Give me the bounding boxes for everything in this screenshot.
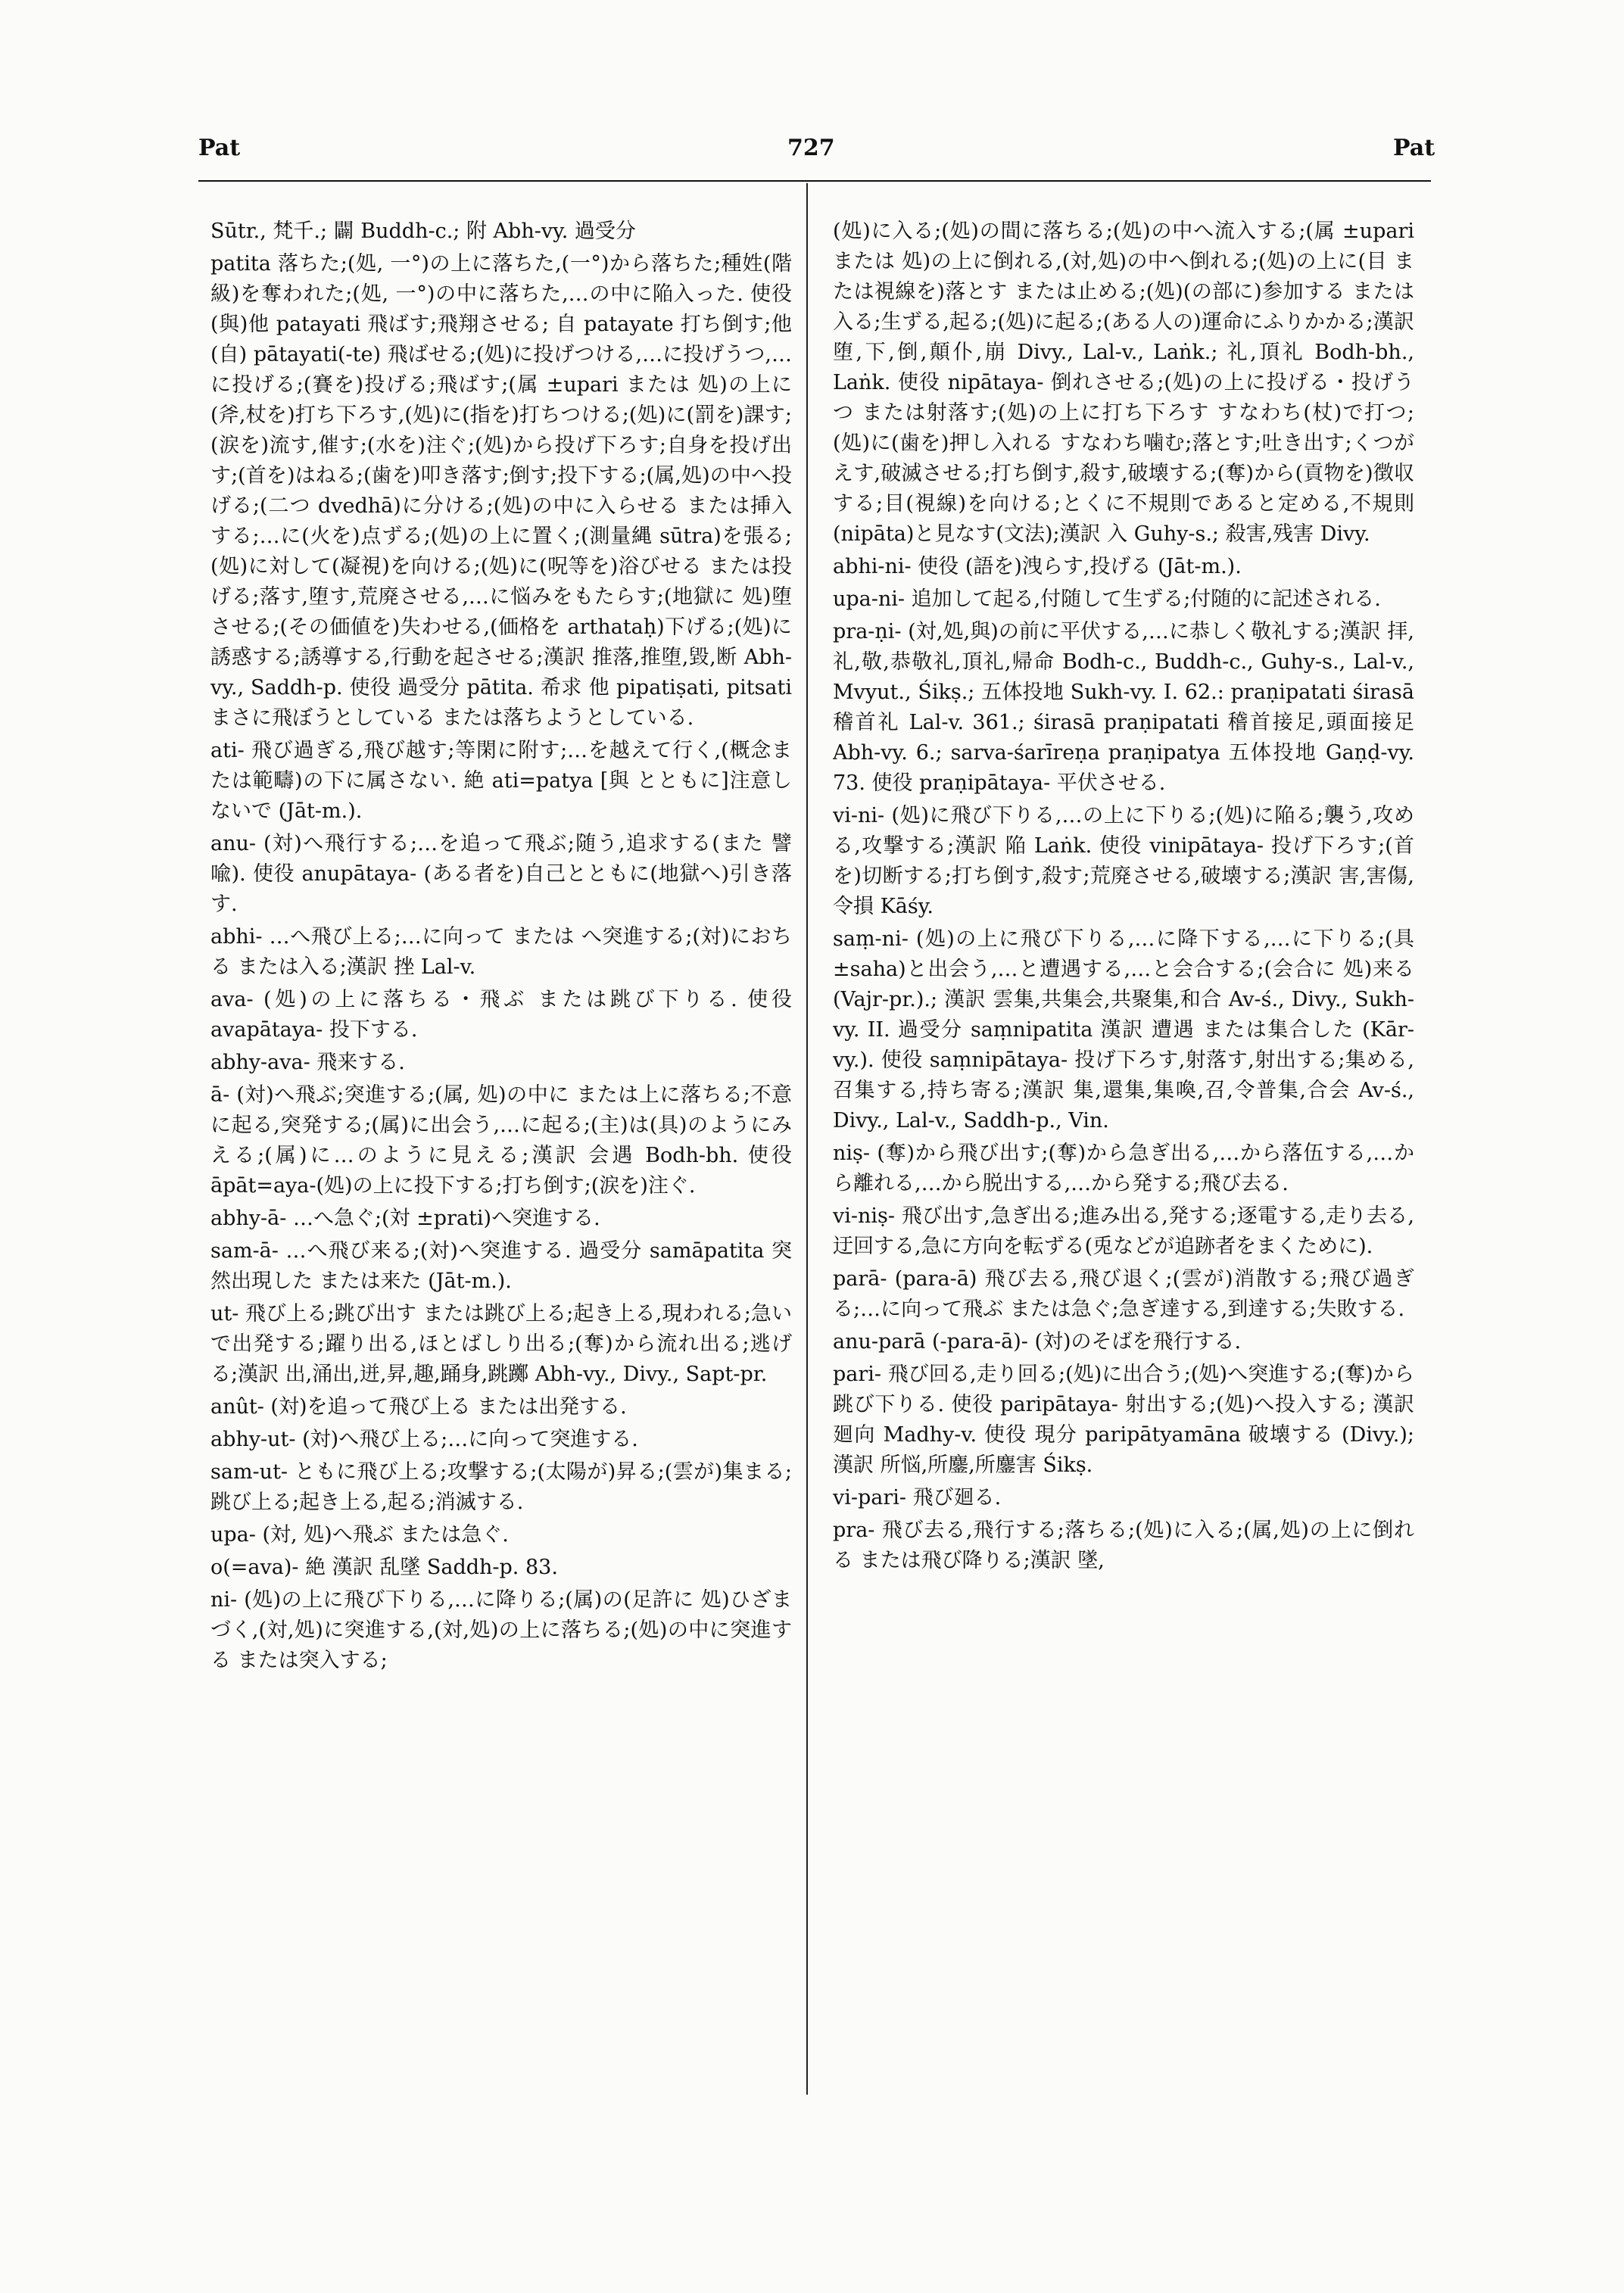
page-number: 727 <box>787 135 835 161</box>
dictionary-entry: upa- (対, 処)へ飛ぶ または急ぐ. <box>210 1523 509 1547</box>
dictionary-entry: abhi-ni- 使役 (語を)洩らす,投げる (Jāt-m.). <box>833 555 1242 578</box>
dictionary-entry: ati- 飛び過ぎる,飛び越す;等閑に附す;…を越えて行く,(概念または範疇)の下に属さない. 絶 ati=patya [與 とともに]注意しないで (Jāt-m.). <box>210 739 792 823</box>
dictionary-entry: niṣ- (奪)から飛び出す;(奪)から急ぎ出る,…から落伍する,…から離れる,…から脱出する,…から発する;飛び去る. <box>833 1142 1414 1195</box>
header-left-guideword: Pat <box>198 135 241 161</box>
header-rule <box>198 180 1431 182</box>
dictionary-entry: (処)に入る;(処)の間に落ちる;(処)の中へ流入する;(属 ±upari または 処)の上に倒れる,(対,処)の中へ倒れる;(処)の上に(目 または視線を)落とす または止める;(処)(の部に)参加する または入る;生ずる,起る;(処)に起る;(ある人の)運命にふりかかる;漢訳 堕,下,倒,顛仆,崩 Divy., Lal-v., Laṅk.; 礼,頂礼 Bodh-bh., Laṅk. 使役 nipātaya- 倒れさせる;(処)の上に投げる・投げうつ または射落す;(処)の上に打ち下ろす すなわち(杖)で打つ;(処)に(歯を)押し入れる すなわち噛む;落とす;吐き出す;くつがえす,破滅させる;打ち倒す,殺す,破壊する;(奪)から(貢物を)徴収する;目(視線)を向ける;とくに不規則であると定める,不規則(nipāta)と見なす(文法);漢訳 入 Guhy-s.; 殺害,残害 Divy. <box>833 220 1414 546</box>
dictionary-entry: anu- (対)へ飛行する;…を追って飛ぶ;随う,追求する(また 譬喩). 使役 anupātaya- (ある者を)自己とともに(地獄へ)引き落す. <box>210 832 792 916</box>
dictionary-entry: sam-ā- …へ飛び来る;(対)へ突進する. 過受分 samāpatita 突然出現した または来た (Jāt-m.). <box>210 1239 792 1293</box>
dictionary-entry: parā- (para-ā) 飛び去る,飛び退く;(雲が)消散する;飛び過ぎる;…に向って飛ぶ または急ぐ;急ぎ達する,到達する;失敗する. <box>833 1267 1414 1321</box>
dictionary-entry: abhy-ut- (対)へ飛び上る;…に向って突進する. <box>210 1428 638 1451</box>
dictionary-entry: o(=ava)- 絶 漢訳 乱墜 Saddh-p. 83. <box>210 1556 558 1579</box>
dictionary-entry: vi-pari- 飛び廻る. <box>833 1486 1002 1509</box>
dictionary-entry: abhi- …へ飛び上る;…に向って または へ突進する;(対)におちる または入る;漢訳 挫 Lal-v. <box>210 925 792 979</box>
column-divider <box>806 183 808 2095</box>
dictionary-entry: ut- 飛び上る;跳び出す または跳び上る;起き上る,現われる;急いで出発する;躍り出る,ほとばしり出る;(奪)から流れ出る;逃げる;漢訳 出,涌出,迸,昇,趣,踊身,跳躑 Abh-vy., Divy., Sapt-pr. <box>210 1302 792 1386</box>
dictionary-entry: pari- 飛び回る,走り回る;(処)に出合う;(処)へ突進する;(奪)から跳び下りる. 使役 paripātaya- 射出する;(処)へ投入する; 漢訳 廻向 Madhy-v. 使役 現分 paripātyamāna 破壊する (Divy.); 漢訳 所悩,所鏖,所鏖害 Śikṣ. <box>833 1363 1414 1477</box>
dictionary-entry: ava- (処)の上に落ちる・飛ぶ または跳び下りる. 使役 avapātaya- 投下する. <box>210 988 792 1042</box>
dictionary-entry: sam-ut- ともに飛び上る;攻撃する;(太陽が)昇る;(雲が)集まる;跳び上る;起き上る,起る;消滅する. <box>210 1460 792 1514</box>
dictionary-entry: pra-ṇi- (対,処,與)の前に平伏する,…に恭しく敬礼する;漢訳 拝,礼,敬,恭敬礼,頂礼,帰命 Bodh-c., Buddh-c., Guhy-s., Lal-v., Mvyut., Śikṣ.; 五体投地 Sukh-vy. I. 62.: praṇipatati śirasā 稽首礼 Lal-v. 361.; śirasā praṇipatati 稽首接足,頭面接足 Abh-vy. 6.; sarva-śarīreṇa praṇipatya 五体投地 Gaṇḍ-vy. 73. 使役 praṇipātaya- 平伏させる. <box>833 620 1414 795</box>
dictionary-entry: ā- (対)へ飛ぶ;突進する;(属, 処)の中に または上に落ちる;不意に起る,突発する;(属)に出会う,…に起る;(主)は(具)のようにみえる;(属)に…のように見える;漢訳 会遇 Bodh-bh. 使役 āpāt=aya-(処)の上に投下する;打ち倒す;(涙を)注ぐ. <box>210 1083 792 1198</box>
dictionary-entry: saṃ-ni- (処)の上に飛び下りる,…に降下する,…に下りる;(具 ±saha)と出会う,…と遭遇する,…と会合する;(会合に 処)来る (Vajr-pr.).; 漢訳 雲集,共集会,共聚集,和合 Av-ś., Divy., Sukh-vy. II. 過受分 saṃnipatita 漢訳 遭遇 または集合した (Kār-vy.). 使役 saṃnipātaya- 投げ下ろす,射落す,射出する;集める,召集する,持ち寄る;漢訳 集,還集,集喚,召,令普集,合会 Av-ś., Divy., Lal-v., Saddh-p., Vin. <box>833 927 1414 1132</box>
dictionary-entry: ni- (処)の上に飛び下りる,…に降りる;(属)の(足許に 処)ひざまづく,(対,処)に突進する,(対,処)の上に落ちる;(処)の中に突進する または突入する; <box>210 1588 792 1672</box>
page-header <box>0 135 1624 180</box>
header-right-guideword: Pat <box>1393 135 1435 161</box>
dictionary-entry: anût- (対)を追って飛び上る または出発する. <box>210 1395 627 1419</box>
right-column <box>833 217 1414 2101</box>
dictionary-entry: patita 落ちた;(処, 一°)の上に落ちた,(一°)から落ちた;種姓(階級)を奪われた;(処, 一°)の中に落ちた,…の中に陥入った. 使役 (與)他 patayati 飛ばす;飛翔させる; 自 patayate 打ち倒す;他 (自) pātayati(-te) 飛ばせる;(処)に投げつける,…に投げうつ,…に投げる;(賽を)投げる;飛ばす;(属 ±upari または 処)の上に(斧,杖を)打ち下ろす,(処)に(指を)打ちつける;(処)に(罰を)課す;(涙を)流す,催す;(水を)注ぐ;(処)から投げ下ろす;自身を投げ出す;(首を)はねる;(歯を)叩き落す;倒す;投下する;(属,処)の中へ投げる;(二つ dvedhā)に分ける;(処)の中に入らせる または挿入する;…に(火を)点ずる;(処)の上に置く;(測量縄 sūtra)を張る;(処)に対して(凝視)を向ける;(処)に(呪等を)浴びせる または投げる;落す,堕す,荒廃させる,…に悩みをもたらす;(地獄に 処)堕させる;(その価値を)失わせる,(価格を arthataḥ)下げる;(処)に誘惑する;誘導する,行動を起させる;漢訳 推落,推堕,毀,断 Abh-vy., Saddh-p. 使役 過受分 pātita. 希求 他 pipatiṣati, pitsati まさに飛ぼうとしている または落ちようとしている. <box>210 252 792 730</box>
dictionary-entry: vi-ni- (処)に飛び下りる,…の上に下りる;(処)に陥る;襲う,攻める,攻撃する;漢訳 陥 Laṅk. 使役 vinipātaya- 投げ下ろす;(首を)切断する;打ち倒す,殺す;荒廃させる,破壊する;漢訳 害,害傷,令損 Kāśy. <box>833 804 1414 918</box>
dictionary-entry: pra- 飛び去る,飛行する;落ちる;(処)に入る;(属,処)の上に倒れる または飛び降りる;漢訳 墜, <box>833 1519 1414 1572</box>
dictionary-entry: vi-niṣ- 飛び出す,急ぎ出る;進み出る,発する;逐電する,走り去る,迂回する,急に方向を転ずる(兎などが追跡者をまくために). <box>833 1204 1414 1258</box>
dictionary-entry: Sūtr., 梵千.; 闢 Buddh-c.; 附 Abh-vy. 過受分 <box>210 220 636 243</box>
dictionary-entry: upa-ni- 追加して起る,付随して生ずる;付随的に記述される. <box>833 587 1381 611</box>
dictionary-entry: abhy-ava- 飛来する. <box>210 1051 405 1074</box>
dictionary-entry: abhy-ā- …へ急ぐ;(対 ±prati)へ突進する. <box>210 1207 600 1230</box>
left-column <box>210 217 792 2101</box>
dictionary-entry: anu-parā (-para-ā)- (対)のそばを飛行する. <box>833 1330 1242 1354</box>
